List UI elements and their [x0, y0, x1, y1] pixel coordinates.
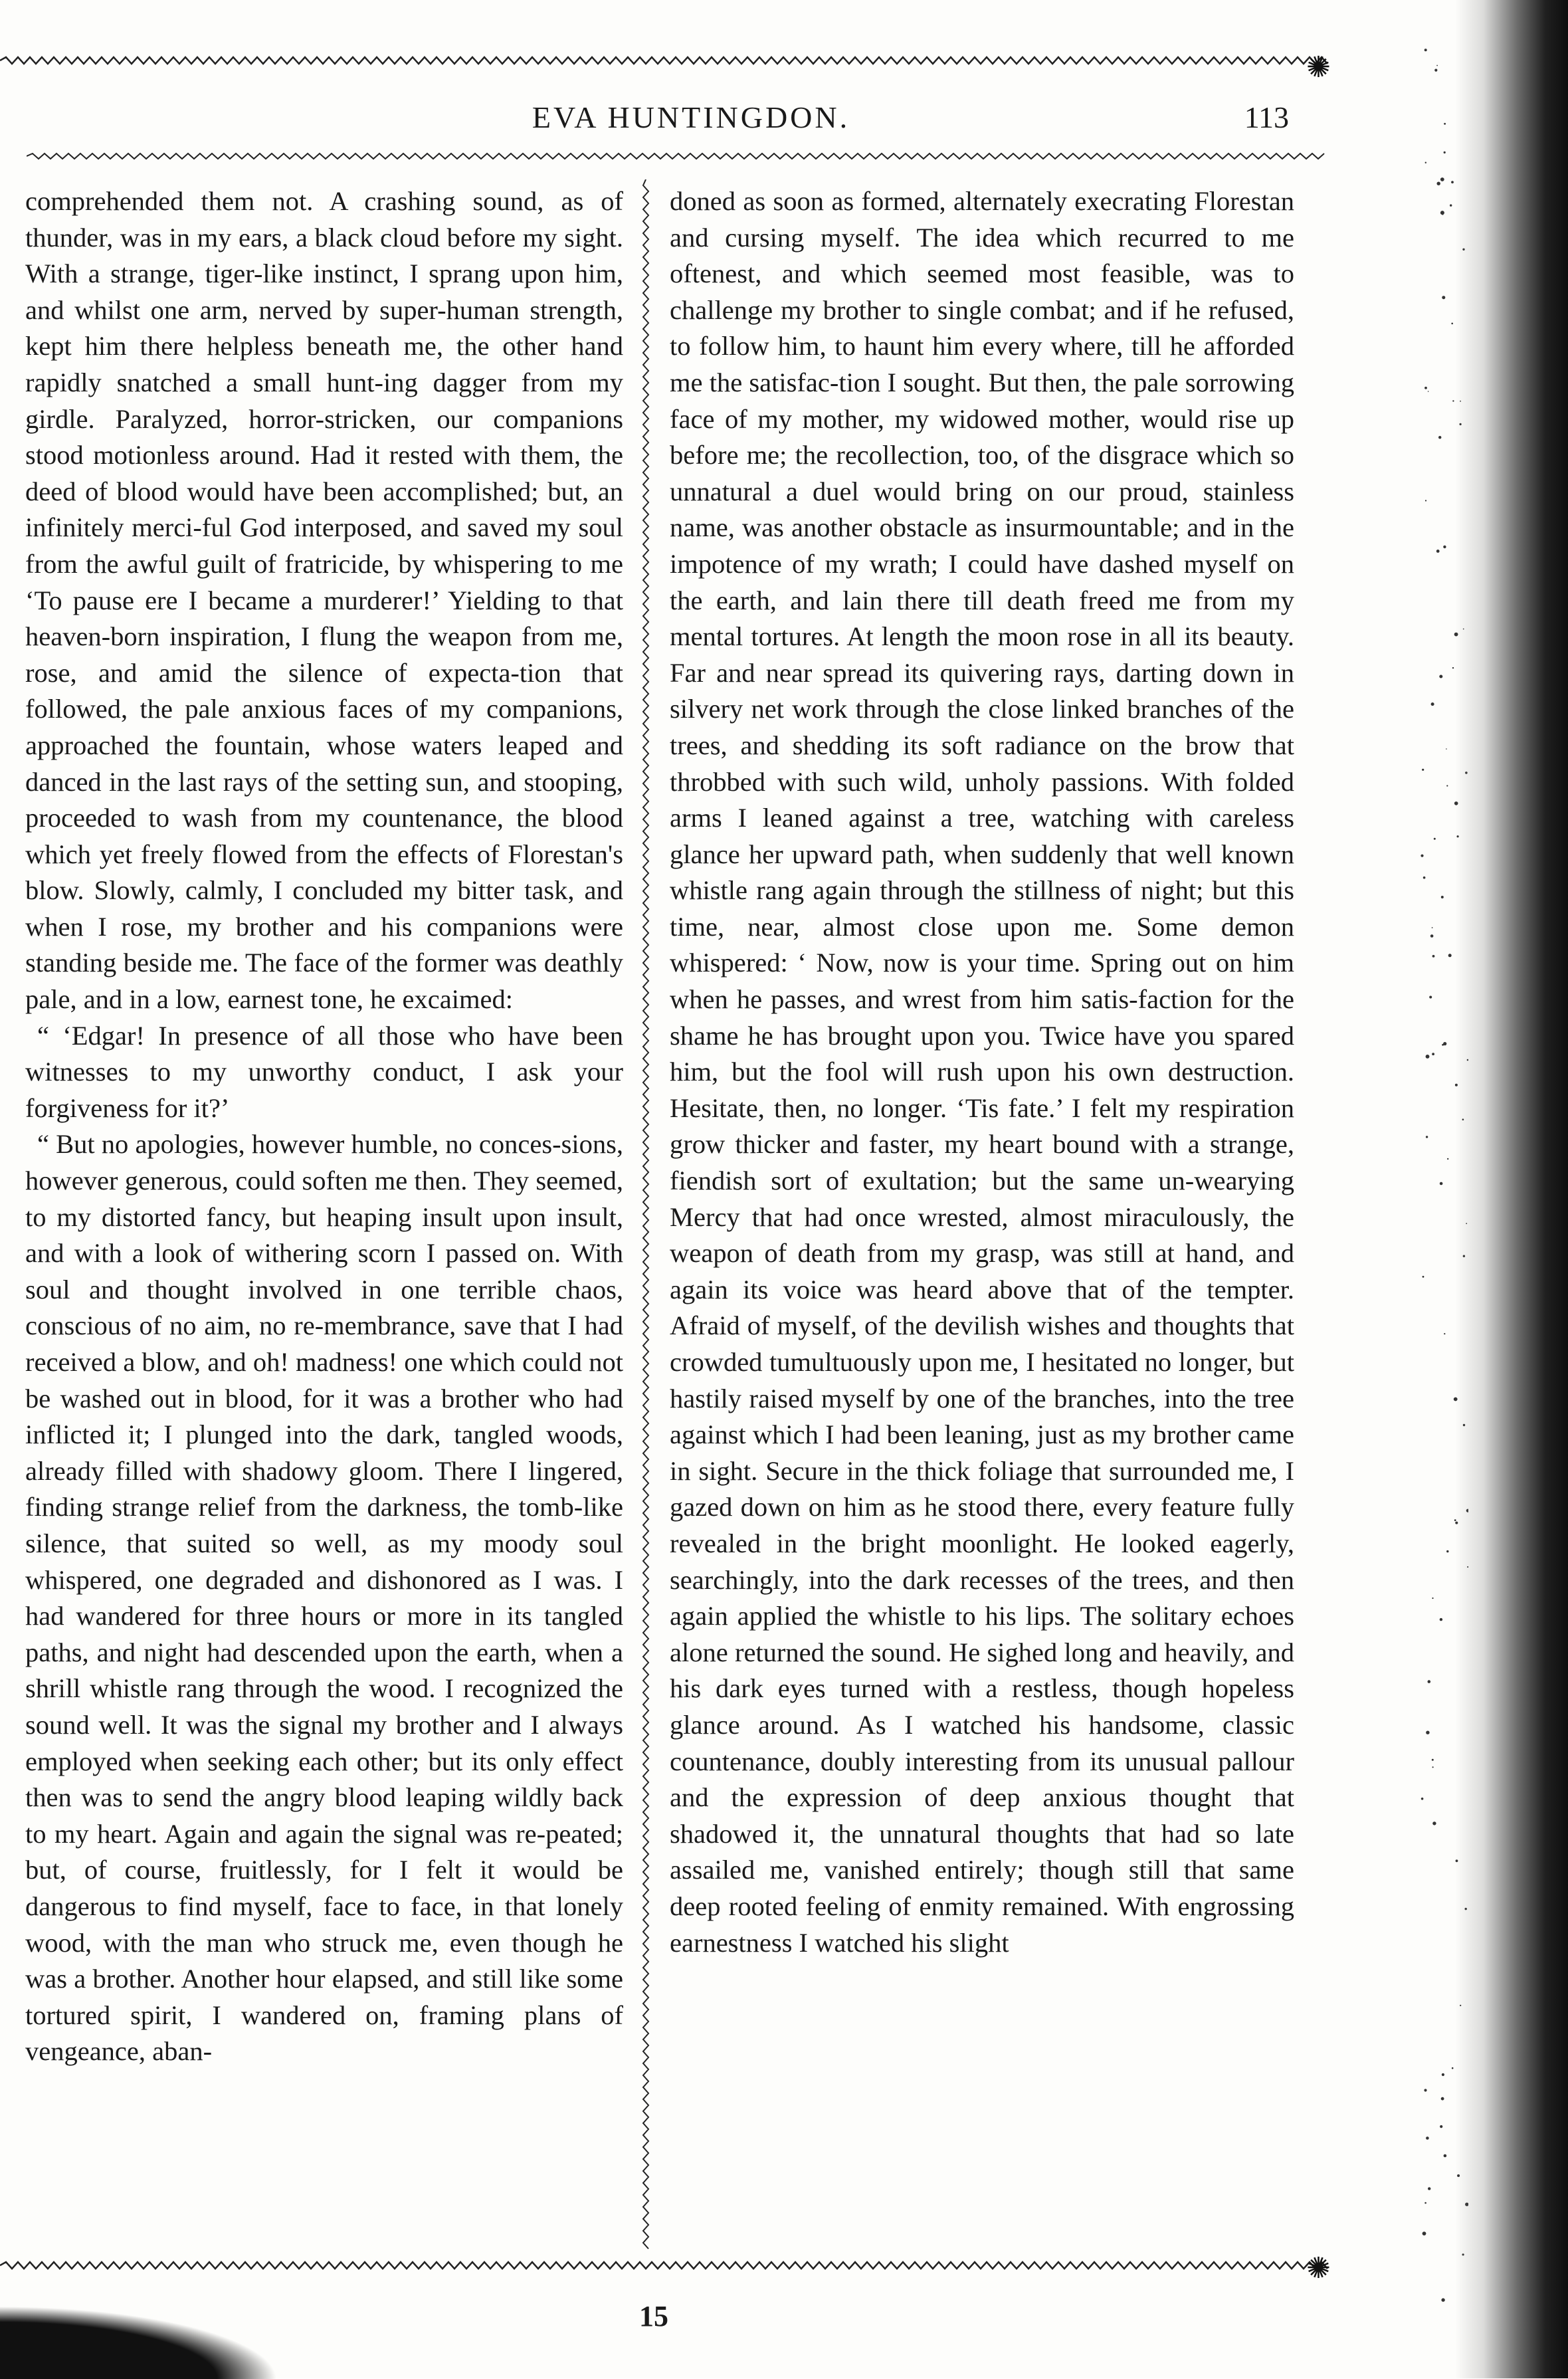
- scan-speck: [1422, 1276, 1424, 1278]
- scan-speck: [1447, 1158, 1448, 1160]
- scan-speck: [1426, 1055, 1430, 1059]
- top-wavy-rule: [0, 52, 1329, 69]
- page-number: 113: [1244, 100, 1289, 134]
- scan-speck: [1442, 1044, 1444, 1046]
- scan-speck: [1444, 123, 1446, 125]
- paragraph: comprehended them not. A crashing sound, as of thunder, was in my ears, a black cloud before my sight. With a strange, tiger-like instinct, I sprang upon him, and whilst one arm, nerved by super-human strength, kept him there helpless beneath me, the other hand rapidly snatched a small hunt-ing dagger from my girdle. Paralyzed, horror-stricken, our companions stood motionless around. Had it rested with them, the deed of blood would have been accomplished; but, an infinitely merci-ful God interposed, and saved my soul from the awful guilt of fratricide, by whispering to me ‘To pause ere I became a murderer!’ Yielding to that heaven-born inspiration, I flung the weapon from me, rose, and amid the silence of expecta-tion that followed, the pale anxious faces of my companions, approached the fountain, whose waters leaped and danced in the last rays of the setting sun, and stooping, proceeded to wash from my countenance, the blood which yet freely flowed from the effects of Florestan's blow. Slowly, calmly, I concluded my bitter task, and when I rose, my brother and his companions were standing beside me. The face of the former was deathly pale, and in a low, earnest tone, he excaimed:: [25, 186, 623, 1015]
- scan-speck: [1431, 702, 1434, 706]
- scan-speck: [1424, 49, 1427, 51]
- asterisk-ornament-icon: ✺: [1306, 51, 1331, 84]
- scan-speck: [1444, 152, 1446, 154]
- scan-speck: [1436, 65, 1438, 66]
- scan-speck: [1432, 1053, 1434, 1055]
- scan-speck: [1452, 2067, 1454, 2069]
- scan-speck: [1438, 436, 1441, 439]
- scan-speck: [1432, 955, 1435, 958]
- scan-speck: [1422, 2231, 1426, 2235]
- scan-speck: [1444, 1333, 1445, 1334]
- scan-speck: [1437, 182, 1440, 185]
- scan-speck: [1442, 296, 1445, 299]
- scan-speck: [1441, 2097, 1444, 2101]
- page-title: EVA HUNTINGDON.: [532, 100, 850, 134]
- scan-speck: [1446, 785, 1448, 786]
- scan-speck: [1444, 2154, 1447, 2158]
- scan-speck: [1430, 934, 1434, 938]
- scan-speck: [1421, 855, 1423, 857]
- scan-speck: [1439, 675, 1442, 678]
- paragraph: “ ‘Edgar! In presence of all those who have been witnesses to my unworthy conduct, I ask your forgiveness for it?’: [25, 1020, 623, 1123]
- scan-speck: [1422, 769, 1424, 771]
- scan-speck: [1423, 877, 1426, 879]
- scan-speck: [1424, 387, 1427, 389]
- scan-speck: [1440, 1182, 1443, 1186]
- left-text-column: [25, 183, 623, 2250]
- scan-speck: [1446, 748, 1447, 750]
- scan-speck: [1440, 211, 1444, 215]
- scan-speck: [1440, 177, 1444, 181]
- scan-speck: [1450, 204, 1452, 206]
- scan-speck: [1432, 1598, 1433, 1599]
- scan-speck: [1428, 2187, 1430, 2190]
- scan-speck: [1426, 1136, 1428, 1138]
- scan-speck: [1446, 1550, 1448, 1552]
- signature-mark: 15: [639, 2300, 668, 2332]
- scan-speck: [1440, 2125, 1442, 2128]
- scan-speck: [1425, 500, 1426, 501]
- scan-corner-shadow: [0, 2306, 279, 2379]
- scan-speck: [1426, 1731, 1429, 1734]
- scan-speck: [1424, 2089, 1426, 2091]
- scan-speck: [1440, 1618, 1442, 1621]
- scan-speck: [1432, 1821, 1436, 1825]
- scan-speck: [1442, 2073, 1444, 2076]
- scan-speck: [1452, 667, 1454, 669]
- scan-speck: [1426, 2136, 1429, 2140]
- scan-speck: [1441, 896, 1444, 898]
- column-divider: [639, 179, 652, 2253]
- running-head: [27, 100, 1289, 146]
- scan-speck: [1448, 954, 1452, 957]
- scan-speck: [1452, 400, 1454, 401]
- right-text-column: [670, 183, 1294, 2250]
- scan-speck: [1432, 1759, 1434, 1761]
- scan-speck: [1432, 927, 1433, 928]
- scan-speck: [1428, 391, 1429, 392]
- scan-speck: [1441, 2298, 1444, 2301]
- scan-speck: [1424, 2202, 1426, 2204]
- scan-speck: [1451, 181, 1454, 183]
- scan-speck: [1443, 546, 1446, 548]
- scan-speck: [1421, 1798, 1424, 1800]
- bottom-wavy-rule: [0, 2257, 1329, 2274]
- scan-speck: [1425, 162, 1426, 163]
- scan-speck: [1434, 838, 1436, 840]
- header-wavy-rule: [27, 148, 1329, 165]
- scan-dark-edge: [1455, 0, 1568, 2378]
- scan-speck: [1432, 1766, 1434, 1768]
- paragraph: “ But no apologies, however humble, no conces-sions, however generous, could soften me then. They seemed, to my distorted fancy, but heaping insult upon insult, and with a look of withering scorn I passed on. With soul and thought involved in one terrible chaos, conscious of no aim, no re-membrance, save that I had received a blow, and oh! madness! one which could not be washed out in blood, for it was a brother who had inflicted it; I plunged into the dark, tangled woods, already filled with shadowy gloom. There I lingered, finding strange relief from the darkness, the tomb-like silence, that suited so well, as my moody soul whispered, one degraded and dishonored as I was. I had wandered for three hours or more in its tangled paths, and night had descended upon the earth, when a shrill whistle rang through the wood. I recognized the sound well. It was the signal my brother and I always employed when seeking each other; but its only effect then was to send the angry blood leaping wildly back to my heart. Again and again the signal was re-peated; but, of course, fruitlessly, for I felt it would be dangerous to find myself, face to face, in that lonely wood, with the man who struck me, even though he was a brother. Another hour elapsed, and still like some tortured spirit, I wandered on, framing plans of vengeance, aban-: [25, 1129, 623, 2067]
- scan-speck: [1451, 323, 1453, 325]
- paragraph: doned as soon as formed, alternately execrating Florestan and cursing myself. The idea which recurred to me oftenest, and which seemed most feasible, was to challenge my brother to single combat; and if he refused, to follow him, to haunt him every where, till he afforded me the satisfac-tion I sought. But then, the pale sorrowing face of my mother, my widowed mother, would rise up before me; the recollection, too, of the disgrace which so unnatural a duel would bring on our proud, stainless name, was another obstacle as insurmountable; and in the impotence of my wrath; I could have dashed myself on the earth, and lain there till death freed me from my mental tortures. At length the moon rose in all its beauty. Far and near spread its quivering rays, darting down in silvery net work through the close linked branches of the trees, and shedding its soft radiance on the brow that throbbed with such wild, unholy passions. With folded arms I leaned against a tree, watching with careless glance her upward path, when suddenly that well known whistle rang again through the stillness of night; but this time, near, almost close upon me. Some demon whispered: ‘ Now, now is your time. Spring out on him when he passes, and wrest from him satis-faction for the shame he has brought upon you. Twice have you spared him, but the fool will rush upon his own destruction. Hesitate, then, no longer. ‘Tis fate.’ I felt my respiration grow thicker and faster, my heart bound with a strange, fiendish sort of exultation; but the same un-wearying Mercy that had once wrested, almost miraculously, the weapon of death from my grasp, was still at hand, and again its voice was heard above that of the tempter. Afraid of myself, of the devilish wishes and thoughts that crowded tumultuously upon me, I hesitated no longer, but hastily raised myself by one of the branches, into the tree against which I had been leaning, just as my brother came in sight. Secure in the thick foliage that surrounded me, I gazed down on him as he stood there, every feature fully revealed in the bright moonlight. He looked eagerly, searchingly, into the dark recesses of the trees, and then again applied the whistle to his lips. The solitary echoes alone returned the sound. He sighed long and heavily, and his dark eyes turned with a restless, though hopeless glance around. As I watched his handsome, classic countenance, doubly interesting from its unusual pallour and the expression of deep anxious thought that shadowed it, the unnatural thoughts that had so late assailed me, vanished entirely; though still that same deep rooted feeling of enmity remained. With engrossing earnestness I watched his slight: [670, 186, 1294, 1958]
- scan-speck: [1434, 69, 1437, 72]
- scan-speck: [1428, 1680, 1431, 1683]
- scan-speck: [1436, 550, 1440, 553]
- scan-speck: [1429, 996, 1432, 999]
- asterisk-ornament-icon: ✺: [1306, 2251, 1331, 2285]
